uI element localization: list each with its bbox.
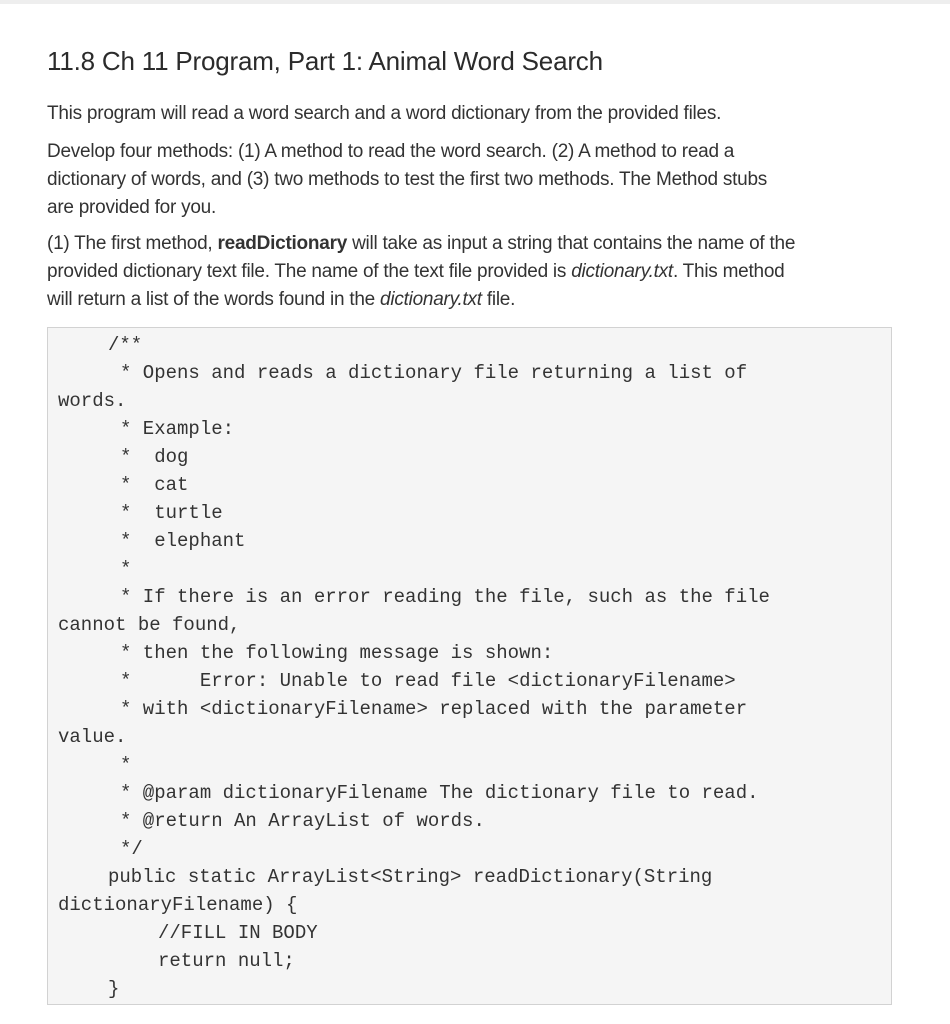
code-line: * with <dictionaryFilename> replaced with the parameter	[120, 698, 748, 720]
filename-dictionary-txt-2: dictionary.txt	[380, 289, 482, 310]
code-line: /**	[108, 334, 143, 356]
rd-line1-b: will take as input a string that contains the name of the	[347, 233, 796, 254]
code-line: //FILL IN BODY	[158, 922, 318, 944]
top-bar	[0, 0, 950, 4]
code-line: * then the following message is shown:	[120, 642, 554, 664]
rd-line1-a: (1) The first method,	[47, 233, 218, 254]
code-line: value.	[58, 726, 127, 748]
page-title: 11.8 Ch 11 Program, Part 1: Animal Word Search	[47, 46, 603, 76]
methods-paragraph	[47, 138, 897, 222]
code-line: * turtle	[120, 502, 223, 524]
code-line: return null;	[158, 950, 295, 972]
code-line: }	[108, 978, 120, 1000]
code-line: * elephant	[120, 530, 246, 552]
code-line: *	[120, 754, 132, 776]
code-line: * Example:	[120, 418, 235, 440]
code-line: * cat	[120, 474, 189, 496]
code-line: * dog	[120, 446, 189, 468]
filename-dictionary-txt: dictionary.txt	[571, 261, 673, 282]
code-line: * Opens and reads a dictionary file returning a list of	[120, 362, 748, 384]
code-line: * @return An ArrayList of words.	[120, 810, 485, 832]
methods-line-2: dictionary of words, and (3) two methods to test the first two methods. The Method stubs	[47, 169, 768, 190]
code-line: dictionaryFilename) {	[58, 894, 298, 916]
code-line: public static ArrayList<String> readDictionary(String	[108, 866, 713, 888]
code-line: * Error: Unable to read file <dictionaryFilename>	[120, 670, 736, 692]
read-dictionary-paragraph	[47, 230, 897, 314]
code-line: */	[120, 838, 143, 860]
intro-paragraph	[47, 100, 897, 128]
intro-text: This program will read a word search and a word dictionary from the provided files.	[47, 103, 722, 124]
rd-line3-b: file.	[481, 289, 516, 310]
code-line: cannot be found,	[58, 614, 241, 636]
methods-line-1: Develop four methods: (1) A method to read the word search. (2) A method to read a	[47, 141, 735, 162]
code-line: * If there is an error reading the file, such as the file	[120, 586, 770, 608]
code-block	[47, 327, 892, 1005]
code-line: *	[120, 558, 132, 580]
rd-line2-b: . This method	[672, 261, 785, 282]
rd-line2-a: provided dictionary text file. The name of the text file provided is	[47, 261, 572, 282]
code-line: words.	[58, 390, 127, 412]
code-line: * @param dictionaryFilename The dictionary file to read.	[120, 782, 759, 804]
method-name-read-dictionary: readDictionary	[217, 233, 348, 254]
rd-line3-a: will return a list of the words found in the	[47, 289, 381, 310]
methods-line-3: are provided for you.	[47, 197, 217, 218]
